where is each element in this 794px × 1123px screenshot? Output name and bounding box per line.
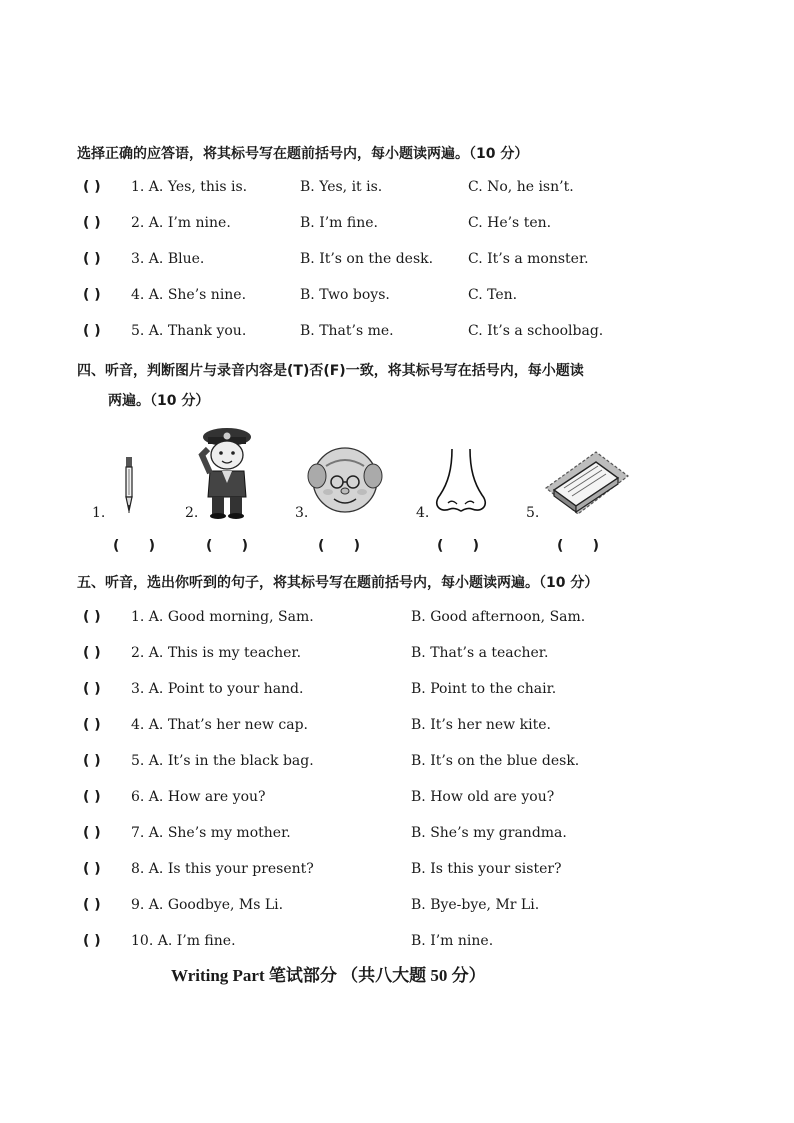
section5-title: 五、听音，选出你听到的句子，将其标号写在题前括号内，每小题读两遍。（10 分）	[77, 575, 599, 591]
option-b: B. Good afternoon, Sam.	[411, 609, 586, 625]
nose-icon	[430, 447, 492, 517]
option-a: 10. A. I’m fine.	[131, 933, 236, 949]
section4-title-line1: 四、听音，判断图片与录音内容是(T)否(F)一致，将其标号写在括号内，每小题读	[77, 363, 584, 379]
section5-question	[0, 897, 794, 919]
section5-question	[0, 789, 794, 811]
picture-number: 2.	[185, 505, 199, 521]
police-officer-icon	[196, 425, 258, 519]
picture-number: 5.	[526, 505, 540, 521]
option-b: B. It’s on the desk.	[300, 251, 434, 267]
option-b: B. Point to the chair.	[411, 681, 557, 697]
answer-blank[interactable]: ( )	[557, 538, 600, 554]
answer-blank[interactable]: ( )	[83, 717, 101, 733]
option-b: B. Is this your sister?	[411, 861, 562, 877]
option-c: C. He’s ten.	[468, 215, 552, 231]
answer-blank[interactable]: ( )	[83, 753, 101, 769]
answer-blank[interactable]: ( )	[83, 179, 101, 195]
answer-blank[interactable]: ( )	[113, 538, 156, 554]
answer-blank[interactable]: ( )	[83, 323, 101, 339]
option-b: B. It’s her new kite.	[411, 717, 551, 733]
answer-blank[interactable]: ( )	[83, 215, 101, 231]
section3-title: 选择正确的应答语，将其标号写在题前括号内，每小题读两遍。（10 分）	[77, 146, 529, 162]
section4-title-line2: 两遍。（10 分）	[108, 393, 210, 409]
grandpa-icon	[306, 444, 384, 516]
section3-question	[0, 251, 794, 273]
picture-number: 3.	[295, 505, 309, 521]
section5-question	[0, 933, 794, 955]
picture-number: 4.	[416, 505, 430, 521]
picture-number: 1.	[92, 505, 106, 521]
option-c: C. Ten.	[468, 287, 518, 303]
option-b: B. Bye-bye, Mr Li.	[411, 897, 540, 913]
section5-question	[0, 753, 794, 775]
answer-blank[interactable]: ( )	[83, 825, 101, 841]
option-a: 3. A. Point to your hand.	[131, 681, 304, 697]
section5-question	[0, 717, 794, 739]
answer-blank[interactable]: ( )	[83, 681, 101, 697]
option-a: 2. A. This is my teacher.	[131, 645, 302, 661]
section3-question	[0, 323, 794, 345]
writing-part-title: Writing Part 笔试部分 （共八大题 50 分）	[171, 966, 486, 985]
section3-question	[0, 179, 794, 201]
option-b: B. That’s a teacher.	[411, 645, 549, 661]
section3-question	[0, 287, 794, 309]
option-b: B. That’s me.	[300, 323, 394, 339]
option-a: 8. A. Is this your present?	[131, 861, 314, 877]
option-b: B. How old are you?	[411, 789, 555, 805]
section5-question	[0, 825, 794, 847]
pen-icon	[118, 455, 140, 517]
option-a: 6. A. How are you?	[131, 789, 266, 805]
answer-blank[interactable]: ( )	[83, 251, 101, 267]
answer-blank[interactable]: ( )	[83, 287, 101, 303]
answer-blank[interactable]: ( )	[83, 861, 101, 877]
answer-blank[interactable]: ( )	[83, 645, 101, 661]
answer-blank[interactable]: ( )	[83, 897, 101, 913]
section3-question	[0, 215, 794, 237]
option-c: C. It’s a schoolbag.	[468, 323, 604, 339]
answer-blank[interactable]: ( )	[206, 538, 249, 554]
answer-blank[interactable]: ( )	[318, 538, 361, 554]
option-a: 5. A. It’s in the black bag.	[131, 753, 314, 769]
option-a: 7. A. She’s my mother.	[131, 825, 291, 841]
option-a: 2. A. I’m nine.	[131, 215, 231, 231]
option-a: 1. A. Good morning, Sam.	[131, 609, 314, 625]
section5-question	[0, 609, 794, 631]
book-icon	[540, 448, 632, 520]
option-b: B. I’m nine.	[411, 933, 494, 949]
answer-blank[interactable]: ( )	[437, 538, 480, 554]
answer-blank[interactable]: ( )	[83, 609, 101, 625]
answer-blank[interactable]: ( )	[83, 789, 101, 805]
option-b: B. I’m fine.	[300, 215, 378, 231]
option-c: C. It’s a monster.	[468, 251, 589, 267]
option-a: 4. A. She’s nine.	[131, 287, 247, 303]
option-a: 1. A. Yes, this is.	[131, 179, 248, 195]
option-a: 3. A. Blue.	[131, 251, 205, 267]
answer-blank[interactable]: ( )	[83, 933, 101, 949]
option-a: 5. A. Thank you.	[131, 323, 247, 339]
section5-question	[0, 681, 794, 703]
option-b: B. Yes, it is.	[300, 179, 383, 195]
option-b: B. It’s on the blue desk.	[411, 753, 580, 769]
section5-question	[0, 645, 794, 667]
option-b: B. She’s my grandma.	[411, 825, 567, 841]
section5-question	[0, 861, 794, 883]
option-a: 4. A. That’s her new cap.	[131, 717, 309, 733]
option-a: 9. A. Goodbye, Ms Li.	[131, 897, 284, 913]
option-c: C. No, he isn’t.	[468, 179, 574, 195]
option-b: B. Two boys.	[300, 287, 390, 303]
